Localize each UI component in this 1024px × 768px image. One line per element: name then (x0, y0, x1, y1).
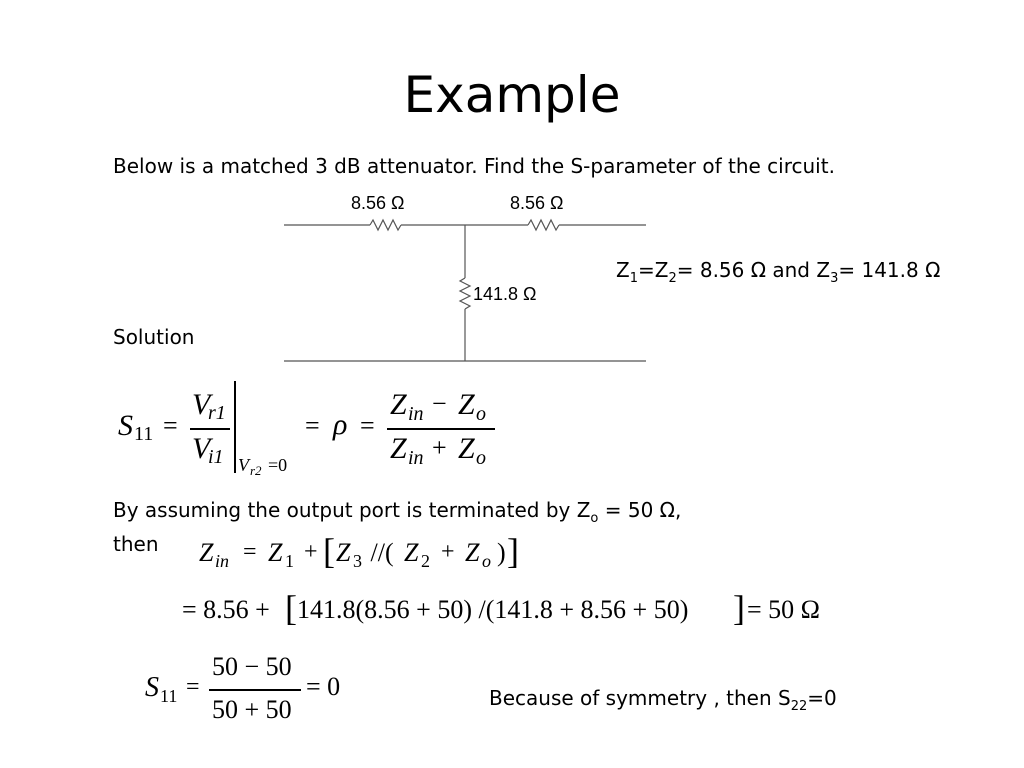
den-zo: Z (458, 432, 475, 465)
final-fraction-bar (209, 689, 301, 691)
zo-subscript: o (482, 551, 491, 571)
condition-subscript: r2 (250, 463, 262, 478)
s11-subscript: 11 (134, 423, 154, 445)
condition-tail: =0 (268, 455, 288, 475)
num-minus: − (432, 389, 447, 418)
num-zo: Z (458, 388, 475, 421)
final-s-subscript: 11 (160, 686, 178, 706)
assumption-text: By assuming the output port is terminated by $Z_o = 50$ Ω, (113, 498, 682, 526)
vi1-symbol: V (192, 432, 211, 465)
problem-statement: Below is a matched 3 dB attenuator. Find the S-parameter of the circuit. (113, 154, 835, 178)
rho-fraction-bar (387, 428, 495, 430)
equals-sign: = (163, 411, 178, 440)
numeric-result: = 50 Ω (747, 595, 820, 624)
vr1-subscript: r1 (208, 402, 226, 424)
rho-symbol: ρ (333, 408, 348, 441)
numeric-right-bracket: ] (733, 588, 745, 628)
z3-subscript: 3 (353, 551, 362, 571)
num-zo-sub: o (476, 403, 486, 425)
den-zo-sub: o (476, 447, 486, 469)
symmetry-note: Because of symmetry , then $S_{22}=0$ (489, 686, 837, 714)
numeric-left-bracket: [ (285, 588, 297, 628)
s11-symbol: S (118, 409, 133, 442)
zin-plus: + (304, 539, 318, 565)
zin-subscript: in (215, 551, 230, 571)
equals-sign-3: = (360, 411, 375, 440)
final-numerator: 50 − 50 (212, 652, 292, 681)
den-plus: + (432, 433, 447, 462)
r2-label: 8.56 Ω (510, 193, 564, 213)
final-s-symbol: S (145, 672, 159, 703)
then-text: then (113, 532, 159, 556)
condition-v: V (238, 455, 249, 475)
resistor-r2 (528, 220, 559, 230)
zin-symbol: Z (199, 538, 214, 567)
zin-plus-2: + (441, 539, 455, 565)
zin-equals: = (243, 539, 257, 565)
final-result: = 0 (306, 672, 341, 701)
numeric-lead: = 8.56 + (182, 595, 270, 624)
close-paren: ) (497, 538, 506, 567)
num-zin-sub: in (408, 403, 424, 425)
vi1-subscript: i1 (208, 446, 224, 468)
evaluation-bar (234, 381, 236, 473)
z1-subscript: 1 (285, 551, 294, 571)
slide-title: Example (403, 66, 621, 124)
left-bracket: [ (323, 531, 335, 571)
final-denominator: 50 + 50 (212, 695, 292, 724)
right-bracket: ] (507, 531, 519, 571)
zo-symbol: Z (465, 538, 480, 567)
vr1-symbol: V (192, 388, 211, 421)
num-zin: Z (390, 388, 407, 421)
equals-sign-2: = (305, 411, 320, 440)
parallel-operator: //( (364, 538, 394, 567)
r3-label: 141.8 Ω (473, 284, 537, 304)
z3-symbol: Z (336, 538, 351, 567)
resistor-r3 (460, 278, 470, 309)
den-zin-sub: in (408, 447, 424, 469)
resistor-r1 (370, 220, 401, 230)
den-zin: Z (390, 432, 407, 465)
impedance-note: $Z_1=Z_2= 8.56$ Ω and $Z_3= 141.8$ Ω (616, 258, 941, 286)
z2-subscript: 2 (421, 551, 430, 571)
z2-symbol: Z (404, 538, 419, 567)
fraction-bar (190, 428, 230, 430)
z1-symbol: Z (268, 538, 283, 567)
r1-label: 8.56 Ω (351, 193, 405, 213)
final-equals: = (186, 674, 200, 700)
numeric-expression: 141.8(8.56 + 50) /(141.8 + 8.56 + 50) (297, 595, 689, 624)
solution-label: Solution (113, 325, 195, 349)
